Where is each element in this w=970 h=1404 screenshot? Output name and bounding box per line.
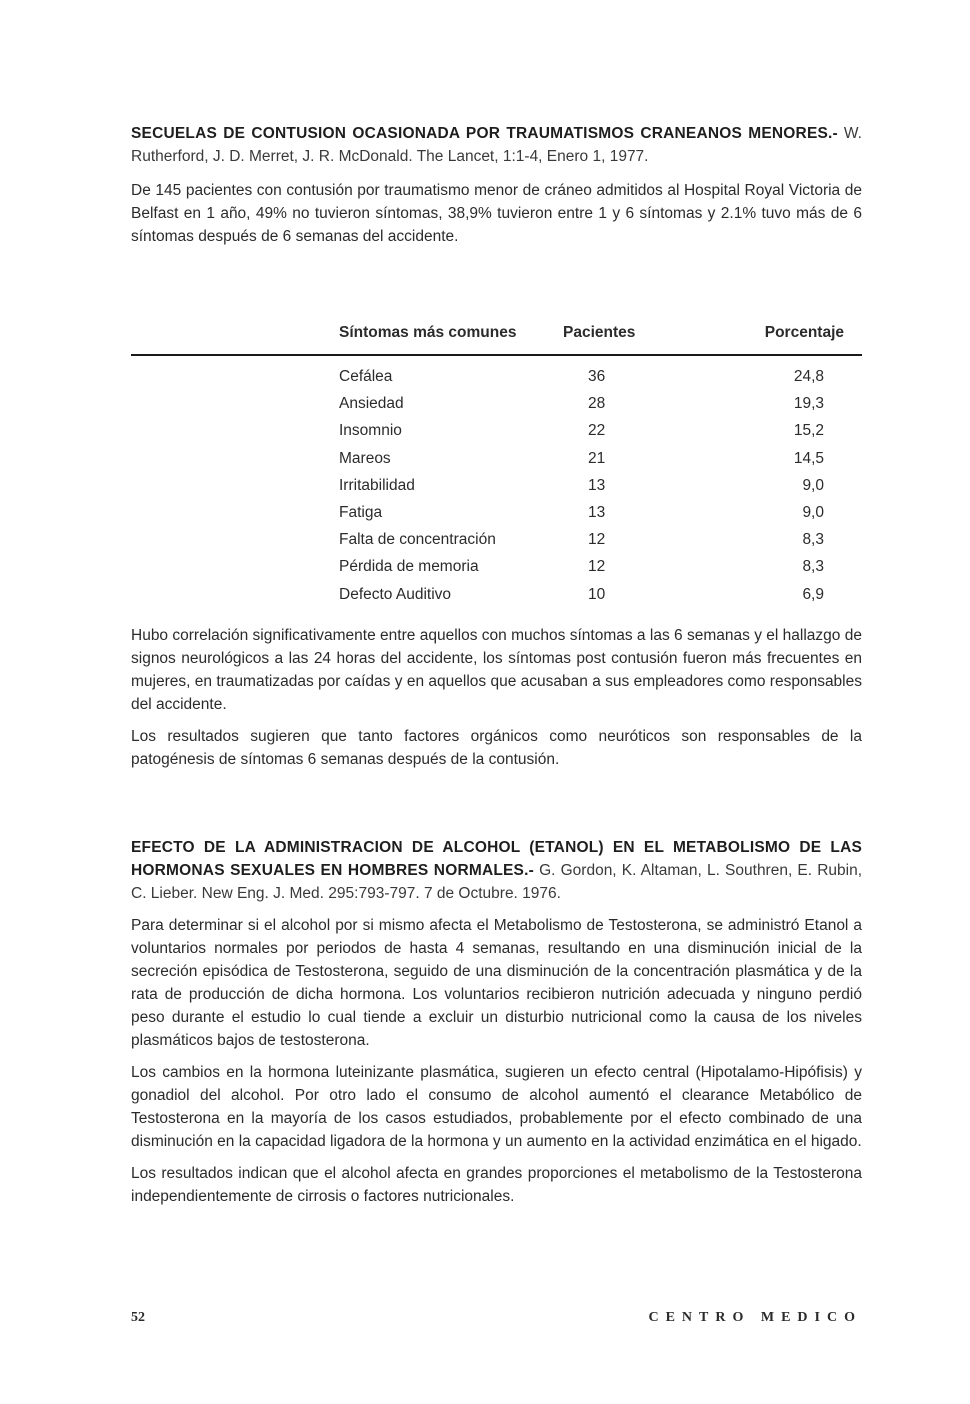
symptom-cell: Falta de concentración [339,531,496,549]
article-2 [131,836,862,1208]
page-number: 52 [131,1310,145,1325]
table-row [131,395,862,422]
symptom-cell: Irritabilidad [339,476,415,494]
table-row [131,422,862,449]
symptom-cell: Pérdida de memoria [339,558,479,576]
article-1-paragraph-2: Hubo correlación significativamente entre aquellos con muchos síntomas a las 6 semanas y el hallazgo de signos neurológicos a las 24 horas del accidente, los síntomas post contusión fueron más frecuentes en mujeres, en traumatizadas por caídas y en aquellos que acusaban a sus empleadores como responsables del accidente. [131,627,862,713]
patients-cell: 22 [588,422,606,440]
article-2-heading [131,836,862,905]
table-row [131,531,862,558]
table-row [131,504,862,531]
symptom-cell: Cefálea [339,368,393,385]
percentage-cell: 19,3 [793,395,824,413]
symptom-cell: Insomnio [339,422,402,440]
symptom-cell: Fatiga [339,503,383,521]
percentage-cell: 15,2 [793,422,824,440]
journal-name: CENTRO MEDICO [648,1310,862,1325]
symptoms-table [131,320,862,603]
header-percentage: Porcentaje [764,324,844,341]
patients-cell: 28 [588,395,606,413]
percentage-cell: 8,3 [802,531,824,549]
table-row [131,477,862,504]
table-row [131,586,862,613]
table-row [131,368,862,395]
article-1-title: SECUELAS DE CONTUSION OCASIONADA POR TRAUMATISMOS CRANEANOS MENORES.- [131,125,838,142]
article-1 [131,122,862,248]
percentage-cell: 9,0 [802,476,824,494]
patients-cell: 21 [588,449,606,467]
article-1-paragraph-3: Los resultados sugieren que tanto factores orgánicos como neuróticos son responsables de la patogénesis de síntomas 6 semanas después de la contusión. [131,728,862,768]
article-1-heading [131,122,862,168]
percentage-cell: 6,9 [802,585,824,603]
article-2-citation: G. Gordon, K. Altaman, L. Southren, E. Rubin, C. Lieber. New Eng. J. Med. 295:793-797. 7 de Octubre. 1976. [131,862,862,902]
article-2-paragraph-2: Los cambios en la hormona luteinizante plasmática, sugieren un efecto central (Hipotalamo-Hipófisis) y gonadiol del alcohol. Por otro lado el consumo de alcohol aumentó el clearance Metabólico de Testosterona en la mayoría de los casos estudiados, probablemente por el efecto combinado de una disminución en la capacidad ligadora de la hormona y un aumento en la actividad enzimática en el higado. [131,1064,862,1150]
patients-cell: 13 [588,503,606,521]
percentage-cell: 8,3 [802,558,824,576]
page-footer [131,1310,862,1330]
percentage-cell: 24,8 [793,368,824,385]
article-2-paragraph-3: Los resultados indican que el alcohol afecta en grandes proporciones el metabolismo de la Testosterona independientemente de cirrosis o factores nutricionales. [131,1165,862,1205]
patients-cell: 12 [588,558,606,576]
article-1-paragraph-1: De 145 pacientes con contusión por traumatismo menor de cráneo admitidos al Hospital Royal Victoria de Belfast en 1 año, 49% no tuvieron síntomas, 38,9% tuvieron entre 1 y 6 síntomas y 2.1% tuvo más de 6 síntomas después de 6 semanas del accidente. [131,182,862,245]
symptom-cell: Defecto Auditivo [339,585,452,603]
table-header [131,320,862,350]
article-1-citation: W. Rutherford, J. D. Merret, J. R. McDonald. The Lancet, 1:1-4, Enero 1, 1977. [131,125,862,165]
patients-cell: 13 [588,476,606,494]
article-2-title: EFECTO DE LA ADMINISTRACION DE ALCOHOL (ETANOL) EN EL METABOLISMO DE LAS HORMONAS SEXUALES EN HOMBRES NORMALES.- [131,839,862,879]
article-1-continuation [131,624,862,771]
table-row [131,450,862,477]
header-patients: Pacientes [563,324,636,341]
percentage-cell: 9,0 [802,503,824,521]
patients-cell: 10 [588,585,606,603]
symptom-cell: Ansiedad [339,395,404,413]
table-row [131,558,862,585]
percentage-cell: 14,5 [793,449,824,467]
header-symptoms: Síntomas más comunes [339,324,517,341]
article-2-paragraph-1: Para determinar si el alcohol por si mismo afecta el Metabolismo de Testosterona, se administró Etanol a voluntarios normales por periodos de hasta 4 semanas, resultando en una disminución inicial de la secreción episódica de Testosterona, seguido de una disminución de la concentración plasmática y de la rata de producción de dicha hormona. Los voluntarios recibieron nutrición adecuada y ninguno perdió peso durante el estudio lo cual tiende a excluir un disturbio nutricional como la causa de los niveles plasmáticos bajos de testosterona. [131,917,862,1049]
table-body [131,368,862,613]
patients-cell: 36 [588,368,606,385]
patients-cell: 12 [588,531,606,549]
table-rule [131,354,862,356]
symptom-cell: Mareos [339,449,391,467]
